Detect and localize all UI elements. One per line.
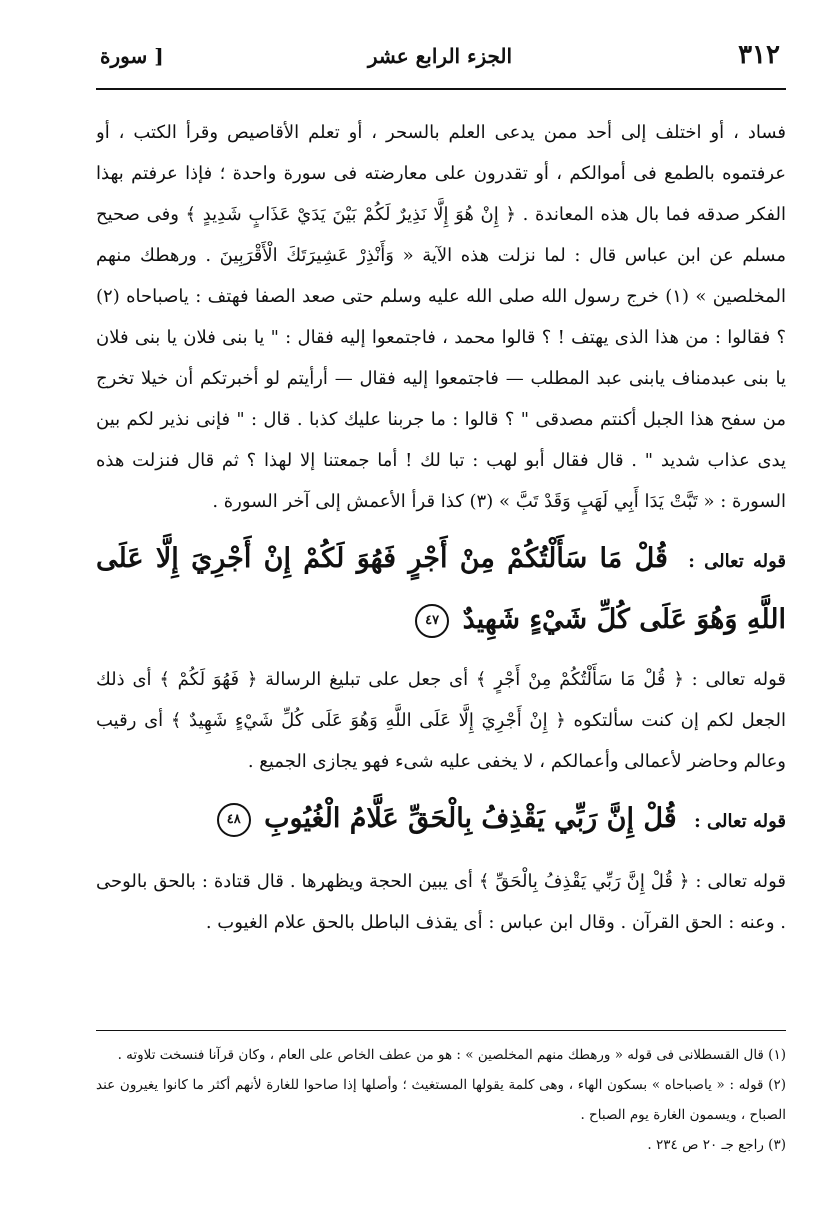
body-text: [96, 112, 786, 1012]
ayah-number-marker: ٤٨: [217, 803, 251, 837]
running-head: الجزء الرابع عشر: [367, 44, 513, 68]
header-rule: [96, 88, 786, 90]
footnote-3: (٣) راجع جـ ٢٠ ص ٢٣٤ .: [647, 1137, 786, 1153]
verse-text: قُلْ إِنَّ رَبِّي يَقْذِفُ بِالْحَقِّ عَلَّامُ الْغُيُوبِ: [264, 803, 677, 834]
paragraph-2: قوله تعالى : ﴿ قُلْ مَا سَأَلْتُكُمْ مِنْ أَجْرٍ ﴾ أى جعل على تبليغ الرسالة ﴿ فَهُوَ لَكُمْ ﴾ أى ذلك الجعل لكم إن كنت سألتكوه ﴿ إِنْ أَجْرِيَ إِلَّا عَلَى اللَّهِ وَهُوَ عَلَى كُلِّ شَيْءٍ شَهِيدٌ ﴾ أى رقيب وعالم وحاضر لأعمالى وأعمالكم ، لا يخفى عليه شىء فهو يجازى الجميع .: [96, 669, 786, 772]
footnotes: [96, 1040, 786, 1160]
verse-text: قُلْ مَا سَأَلْتُكُمْ مِنْ أَجْرٍ فَهُوَ لَكُمْ إِنْ أَجْرِيَ إِلَّا عَلَى اللَّهِ وَهُوَ عَلَى كُلِّ شَيْءٍ شَهِيدٌ: [96, 543, 786, 635]
surah-name: [ سورة: [100, 44, 164, 68]
ayah-number-marker: ٤٧: [415, 604, 449, 638]
footnote-1: (١) قال القسطلانى فى قوله « ورهطك منهم المخلصين » : هو من عطف الخاص على العام ، وكان قرآنا فنسخت تلاوته .: [117, 1047, 786, 1063]
footnote-rule: [96, 1030, 786, 1031]
paragraph-1: فساد ، أو اختلف إلى أحد ممن يدعى العلم بالسحر ، أو تعلم الأقاصيص وقرأ الكتب ، أو عرفتموه بالطمع فى أموالكم ، أو تقدرون على معارضته فى سورة واحدة ؛ فإذا عرفتم بهذا الفكر صدقه فما بال هذه المعاندة . ﴿ إِنْ هُوَ إِلَّا نَذِيرٌ لَكُمْ بَيْنَ يَدَيْ عَذَابٍ شَدِيدٍ ﴾ وفى صحيح مسلم عن ابن عباس قال : لما نزلت هذه الآية « وَأَنْذِرْ عَشِيرَتَكَ الْأَقْرَبِينَ . ورهطك منهم المخلصين » (١) خرج رسول الله صلى الله عليه وسلم حتى صعد الصفا فهتف : ياصباحاه (٢) ؟ فقالوا : من هذا الذى يهتف ! ؟ قالوا محمد ، فاجتمعوا إليه فقال : " يا بنى فلان يا بنى فلان يا بنى عبدمناف يابنى عبد المطلب — فاجتمعوا إليه فقال — أرأيتم لو أخبرتكم أن خيلا تخرج من سفح هذا الجبل أكنتم مصدقى " ؟ قالوا : ما جربنا عليك كذبا . قال : " فإنى نذير لكم بين يدى عذاب شديد " . قال فقال أبو لهب : تبا لك ! أما جمعتنا إلا لهذا ؟ ثم قال فنزلت هذه السورة : « تَبَّتْ يَدَا أَبِي لَهَبٍ وَقَدْ تَبَّ » (٣) كذا قرأ الأعمش إلى آخر السورة .: [96, 122, 786, 512]
page-number: ٣١٢: [738, 40, 780, 70]
paragraph-3: قوله تعالى : ﴿ قُلْ إِنَّ رَبِّي يَقْذِفُ بِالْحَقِّ ﴾ أى يبين الحجة ويظهرها . قال قتادة : بالحق بالوحى . وعنه : الحق القرآن . وقال ابن عباس : أى يقذف الباطل بالحق علام الغيوب .: [96, 871, 786, 933]
verse-48: [96, 790, 786, 851]
page-header: [100, 36, 780, 84]
verse-label: قوله تعالى :: [688, 551, 786, 572]
verse-label: قوله تعالى :: [694, 811, 786, 832]
footnote-2: (٢) قوله : « ياصباحاه » بسكون الهاء ، وهى كلمة يقولها المستغيث ؛ وأصلها إذا صاحوا للغارة لأنهم أكثر ما كانوا يغيرون عند الصباح ، ويسمون الغارة يوم الصباح .: [96, 1077, 786, 1123]
verse-47: [96, 530, 786, 649]
